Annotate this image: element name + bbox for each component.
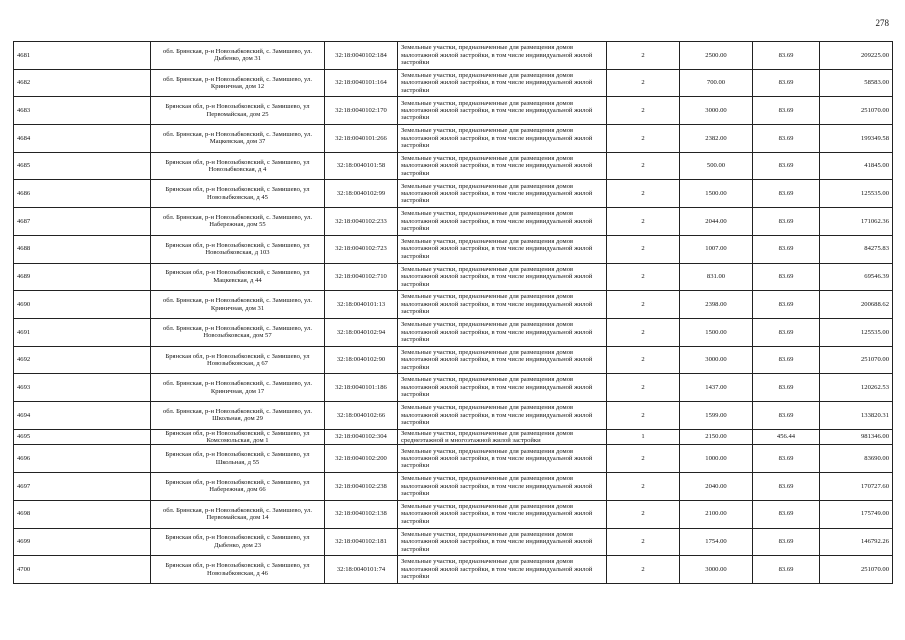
category-cell: 2 bbox=[607, 263, 680, 291]
specific-value-cell: 83.69 bbox=[753, 125, 820, 153]
specific-value-cell: 83.69 bbox=[753, 263, 820, 291]
row-number-cell: 4700 bbox=[14, 556, 151, 584]
row-number-cell: 4698 bbox=[14, 500, 151, 528]
land-use-cell: Земельные участки, предназначенные для размещения домов малоэтажной жилой застройки, в том числе индивидуальной жилой застройки bbox=[398, 374, 607, 402]
category-cell: 2 bbox=[607, 69, 680, 97]
area-cell: 2398.00 bbox=[680, 291, 753, 319]
cadastral-number-cell: 32:18:0040102:233 bbox=[325, 208, 398, 236]
land-use-cell: Земельные участки, предназначенные для размещения домов малоэтажной жилой застройки, в том числе индивидуальной жилой застройки bbox=[398, 556, 607, 584]
row-number-cell: 4681 bbox=[14, 42, 151, 70]
cadastral-number-cell: 32:18:0040102:94 bbox=[325, 318, 398, 346]
address-cell: Брянская обл, р-н Новозыбковский, с Замишево, ул Школьная, д 55 bbox=[151, 445, 325, 473]
area-cell: 1754.00 bbox=[680, 528, 753, 556]
land-use-cell: Земельные участки, предназначенные для размещения домов малоэтажной жилой застройки, в том числе индивидуальной жилой застройки bbox=[398, 318, 607, 346]
table-row bbox=[14, 318, 893, 346]
land-use-cell: Земельные участки, предназначенные для размещения домов малоэтажной жилой застройки, в том числе индивидуальной жилой застройки bbox=[398, 445, 607, 473]
row-number-cell: 4699 bbox=[14, 528, 151, 556]
cadastral-number-cell: 32:18:0040102:710 bbox=[325, 263, 398, 291]
cadastral-number-cell: 32:18:0040101:164 bbox=[325, 69, 398, 97]
row-number-cell: 4687 bbox=[14, 208, 151, 236]
cadastral-value-cell: 69546.39 bbox=[820, 263, 893, 291]
address-cell: обл. Брянская, р-н Новозыбковский, с. Замишево, ул. Новозыбковская, дом 57 bbox=[151, 318, 325, 346]
cadastral-value-cell: 251070.00 bbox=[820, 97, 893, 125]
category-cell: 2 bbox=[607, 445, 680, 473]
specific-value-cell: 83.69 bbox=[753, 152, 820, 180]
address-cell: обл. Брянская, р-н Новозыбковский, с. Замишево, ул. Криничная, дом 31 bbox=[151, 291, 325, 319]
area-cell: 3000.00 bbox=[680, 556, 753, 584]
cadastral-value-cell: 175749.00 bbox=[820, 500, 893, 528]
category-cell: 2 bbox=[607, 318, 680, 346]
land-use-cell: Земельные участки, предназначенные для размещения домов малоэтажной жилой застройки, в том числе индивидуальной жилой застройки bbox=[398, 235, 607, 263]
area-cell: 2500.00 bbox=[680, 42, 753, 70]
cadastral-value-cell: 83690.00 bbox=[820, 445, 893, 473]
land-use-cell: Земельные участки, предназначенные для размещения домов малоэтажной жилой застройки, в том числе индивидуальной жилой застройки bbox=[398, 263, 607, 291]
address-cell: Брянская обл, р-н Новозыбковский, с Замишево, ул Набережная, дом 66 bbox=[151, 473, 325, 501]
address-cell: Брянская обл, р-н Новозыбковский, с Замишево, ул Первомайская, дом 25 bbox=[151, 97, 325, 125]
cadastral-number-cell: 32:18:0040102:723 bbox=[325, 235, 398, 263]
land-use-cell: Земельные участки, предназначенные для размещения домов малоэтажной жилой застройки, в том числе индивидуальной жилой застройки bbox=[398, 152, 607, 180]
category-cell: 2 bbox=[607, 235, 680, 263]
table-row bbox=[14, 528, 893, 556]
category-cell: 2 bbox=[607, 346, 680, 374]
cadastral-value-cell: 41845.00 bbox=[820, 152, 893, 180]
cadastral-value-cell: 981346.00 bbox=[820, 429, 893, 445]
specific-value-cell: 83.69 bbox=[753, 208, 820, 236]
cadastral-value-cell: 125535.00 bbox=[820, 318, 893, 346]
row-number-cell: 4683 bbox=[14, 97, 151, 125]
specific-value-cell: 83.69 bbox=[753, 97, 820, 125]
specific-value-cell: 83.69 bbox=[753, 180, 820, 208]
table-row bbox=[14, 69, 893, 97]
address-cell: Брянская обл, р-н Новозыбковский, с Замишево, ул Новозыбковская, д 103 bbox=[151, 235, 325, 263]
address-cell: обл. Брянская, р-н Новозыбковский, с. Замишево, ул. Мацкевская, дом 37 bbox=[151, 125, 325, 153]
cadastral-value-cell: 171062.36 bbox=[820, 208, 893, 236]
category-cell: 1 bbox=[607, 429, 680, 445]
cadastral-value-cell: 125535.00 bbox=[820, 180, 893, 208]
table-row bbox=[14, 235, 893, 263]
land-use-cell: Земельные участки, предназначенные для размещения домов малоэтажной жилой застройки, в том числе индивидуальной жилой застройки bbox=[398, 500, 607, 528]
category-cell: 2 bbox=[607, 374, 680, 402]
address-cell: обл. Брянская, р-н Новозыбковский, с. Замишево, ул. Набережная, дом 55 bbox=[151, 208, 325, 236]
address-cell: Брянская обл, р-н Новозыбковский, с Замишево, ул Дыбенко, дом 23 bbox=[151, 528, 325, 556]
address-cell: Брянская обл, р-н Новозыбковский, с Замишево, ул Новозыбковская, д 45 bbox=[151, 180, 325, 208]
row-number-cell: 4694 bbox=[14, 401, 151, 429]
area-cell: 1500.00 bbox=[680, 180, 753, 208]
table-row bbox=[14, 208, 893, 236]
cadastral-number-cell: 32:18:0040102:304 bbox=[325, 429, 398, 445]
specific-value-cell: 83.69 bbox=[753, 69, 820, 97]
page-number: 278 bbox=[875, 18, 889, 28]
area-cell: 1500.00 bbox=[680, 318, 753, 346]
address-cell: обл. Брянская, р-н Новозыбковский, с. Замишево, ул. Первомайская, дом 14 bbox=[151, 500, 325, 528]
address-cell: Брянская обл, р-н Новозыбковский, с Замишево, ул Комсомольская, дом 1 bbox=[151, 429, 325, 445]
specific-value-cell: 83.69 bbox=[753, 473, 820, 501]
area-cell: 1599.00 bbox=[680, 401, 753, 429]
specific-value-cell: 83.69 bbox=[753, 235, 820, 263]
table-row bbox=[14, 125, 893, 153]
cadastral-value-cell: 58583.00 bbox=[820, 69, 893, 97]
table-row bbox=[14, 445, 893, 473]
cadastral-number-cell: 32:18:0040102:66 bbox=[325, 401, 398, 429]
land-use-cell: Земельные участки, предназначенные для размещения домов малоэтажной жилой застройки, в том числе индивидуальной жилой застройки bbox=[398, 346, 607, 374]
specific-value-cell: 83.69 bbox=[753, 318, 820, 346]
table-row bbox=[14, 97, 893, 125]
address-cell: Брянская обл, р-н Новозыбковский, с Замишево, ул Новозыбковская, д 4 bbox=[151, 152, 325, 180]
specific-value-cell: 83.69 bbox=[753, 291, 820, 319]
area-cell: 2100.00 bbox=[680, 500, 753, 528]
row-number-cell: 4688 bbox=[14, 235, 151, 263]
land-use-cell: Земельные участки, предназначенные для размещения домов малоэтажной жилой застройки, в том числе индивидуальной жилой застройки bbox=[398, 69, 607, 97]
cadastral-value-cell: 209225.00 bbox=[820, 42, 893, 70]
cadastral-number-cell: 32:18:0040101:13 bbox=[325, 291, 398, 319]
row-number-cell: 4686 bbox=[14, 180, 151, 208]
land-use-cell: Земельные участки, предназначенные для размещения домов малоэтажной жилой застройки, в том числе индивидуальной жилой застройки bbox=[398, 208, 607, 236]
cadastral-value-cell: 251070.00 bbox=[820, 556, 893, 584]
area-cell: 2044.00 bbox=[680, 208, 753, 236]
cadastral-number-cell: 32:18:0040102:238 bbox=[325, 473, 398, 501]
area-cell: 700.00 bbox=[680, 69, 753, 97]
row-number-cell: 4693 bbox=[14, 374, 151, 402]
cadastral-number-cell: 32:18:0040101:266 bbox=[325, 125, 398, 153]
specific-value-cell: 83.69 bbox=[753, 500, 820, 528]
category-cell: 2 bbox=[607, 500, 680, 528]
land-use-cell: Земельные участки, предназначенные для размещения домов малоэтажной жилой застройки, в том числе индивидуальной жилой застройки bbox=[398, 528, 607, 556]
category-cell: 2 bbox=[607, 97, 680, 125]
land-use-cell: Земельные участки, предназначенные для размещения домов малоэтажной жилой застройки, в том числе индивидуальной жилой застройки bbox=[398, 97, 607, 125]
cadastral-number-cell: 32:18:0040102:99 bbox=[325, 180, 398, 208]
land-use-cell: Земельные участки, предназначенные для размещения домов малоэтажной жилой застройки, в том числе индивидуальной жилой застройки bbox=[398, 291, 607, 319]
cadastral-value-cell: 170727.60 bbox=[820, 473, 893, 501]
row-number-cell: 4689 bbox=[14, 263, 151, 291]
cadastral-number-cell: 32:18:0040102:200 bbox=[325, 445, 398, 473]
specific-value-cell: 83.69 bbox=[753, 42, 820, 70]
row-number-cell: 4691 bbox=[14, 318, 151, 346]
table-row bbox=[14, 374, 893, 402]
table-row bbox=[14, 263, 893, 291]
category-cell: 2 bbox=[607, 42, 680, 70]
row-number-cell: 4684 bbox=[14, 125, 151, 153]
cadastral-value-cell: 133820.31 bbox=[820, 401, 893, 429]
table-row bbox=[14, 42, 893, 70]
address-cell: обл. Брянская, р-н Новозыбковский, с. Замишево, ул. Криничная, дом 17 bbox=[151, 374, 325, 402]
cadastral-number-cell: 32:18:0040101:58 bbox=[325, 152, 398, 180]
area-cell: 3000.00 bbox=[680, 97, 753, 125]
specific-value-cell: 83.69 bbox=[753, 374, 820, 402]
specific-value-cell: 83.69 bbox=[753, 556, 820, 584]
row-number-cell: 4695 bbox=[14, 429, 151, 445]
address-cell: обл. Брянская, р-н Новозыбковский, с. Замишево, ул. Дыбенко, дом 31 bbox=[151, 42, 325, 70]
table-body bbox=[14, 42, 893, 584]
table-row bbox=[14, 346, 893, 374]
area-cell: 1000.00 bbox=[680, 445, 753, 473]
address-cell: Брянская обл, р-н Новозыбковский, с Замишево, ул Новозыбковская, д 67 bbox=[151, 346, 325, 374]
specific-value-cell: 83.69 bbox=[753, 528, 820, 556]
category-cell: 2 bbox=[607, 291, 680, 319]
address-cell: обл. Брянская, р-н Новозыбковский, с. Замишево, ул. Криничная, дом 12 bbox=[151, 69, 325, 97]
table-row bbox=[14, 291, 893, 319]
category-cell: 2 bbox=[607, 473, 680, 501]
category-cell: 2 bbox=[607, 556, 680, 584]
cadastral-value-cell: 199349.58 bbox=[820, 125, 893, 153]
cadastral-number-cell: 32:18:0040101:74 bbox=[325, 556, 398, 584]
address-cell: обл. Брянская, р-н Новозыбковский, с. Замишево, ул. Школьная, дом 29 bbox=[151, 401, 325, 429]
land-use-cell: Земельные участки, предназначенные для размещения домов малоэтажной жилой застройки, в том числе индивидуальной жилой застройки bbox=[398, 125, 607, 153]
specific-value-cell: 83.69 bbox=[753, 401, 820, 429]
table-row bbox=[14, 500, 893, 528]
category-cell: 2 bbox=[607, 208, 680, 236]
table-row bbox=[14, 152, 893, 180]
cadastral-number-cell: 32:18:0040102:181 bbox=[325, 528, 398, 556]
address-cell: Брянская обл, р-н Новозыбковский, с Замишево, ул Мацкевская, д 44 bbox=[151, 263, 325, 291]
land-use-cell: Земельные участки, предназначенные для размещения домов малоэтажной жилой застройки, в том числе индивидуальной жилой застройки bbox=[398, 42, 607, 70]
land-use-cell: Земельные участки, предназначенные для размещения домов малоэтажной жилой застройки, в том числе индивидуальной жилой застройки bbox=[398, 473, 607, 501]
cadastral-value-cell: 251070.00 bbox=[820, 346, 893, 374]
area-cell: 500.00 bbox=[680, 152, 753, 180]
table-row bbox=[14, 180, 893, 208]
land-use-cell: Земельные участки, предназначенные для размещения домов малоэтажной жилой застройки, в том числе индивидуальной жилой застройки bbox=[398, 180, 607, 208]
category-cell: 2 bbox=[607, 152, 680, 180]
row-number-cell: 4696 bbox=[14, 445, 151, 473]
cadastral-number-cell: 32:18:0040102:138 bbox=[325, 500, 398, 528]
cadastral-number-cell: 32:18:0040102:170 bbox=[325, 97, 398, 125]
area-cell: 3000.00 bbox=[680, 346, 753, 374]
category-cell: 2 bbox=[607, 180, 680, 208]
table-row bbox=[14, 429, 893, 445]
table-row bbox=[14, 556, 893, 584]
area-cell: 2040.00 bbox=[680, 473, 753, 501]
cadastral-value-cell: 120262.53 bbox=[820, 374, 893, 402]
specific-value-cell: 83.69 bbox=[753, 346, 820, 374]
category-cell: 2 bbox=[607, 528, 680, 556]
cadastral-value-cell: 146792.26 bbox=[820, 528, 893, 556]
address-cell: Брянская обл, р-н Новозыбковский, с Замишево, ул Новозыбковская, д 46 bbox=[151, 556, 325, 584]
specific-value-cell: 83.69 bbox=[753, 445, 820, 473]
cadastral-value-table bbox=[13, 41, 893, 584]
specific-value-cell: 456.44 bbox=[753, 429, 820, 445]
land-use-cell: Земельные участки, предназначенные для размещения домов среднеэтажной и многоэтажной жилой застройки bbox=[398, 429, 607, 445]
area-cell: 1007.00 bbox=[680, 235, 753, 263]
row-number-cell: 4685 bbox=[14, 152, 151, 180]
table-row bbox=[14, 473, 893, 501]
land-use-cell: Земельные участки, предназначенные для размещения домов малоэтажной жилой застройки, в том числе индивидуальной жилой застройки bbox=[398, 401, 607, 429]
area-cell: 1437.00 bbox=[680, 374, 753, 402]
row-number-cell: 4690 bbox=[14, 291, 151, 319]
cadastral-value-cell: 84275.83 bbox=[820, 235, 893, 263]
category-cell: 2 bbox=[607, 125, 680, 153]
row-number-cell: 4697 bbox=[14, 473, 151, 501]
cadastral-number-cell: 32:18:0040101:186 bbox=[325, 374, 398, 402]
row-number-cell: 4682 bbox=[14, 69, 151, 97]
area-cell: 2150.00 bbox=[680, 429, 753, 445]
area-cell: 831.00 bbox=[680, 263, 753, 291]
category-cell: 2 bbox=[607, 401, 680, 429]
cadastral-number-cell: 32:18:0040102:90 bbox=[325, 346, 398, 374]
cadastral-number-cell: 32:18:0040102:184 bbox=[325, 42, 398, 70]
row-number-cell: 4692 bbox=[14, 346, 151, 374]
table-row bbox=[14, 401, 893, 429]
area-cell: 2382.00 bbox=[680, 125, 753, 153]
cadastral-value-cell: 200688.62 bbox=[820, 291, 893, 319]
